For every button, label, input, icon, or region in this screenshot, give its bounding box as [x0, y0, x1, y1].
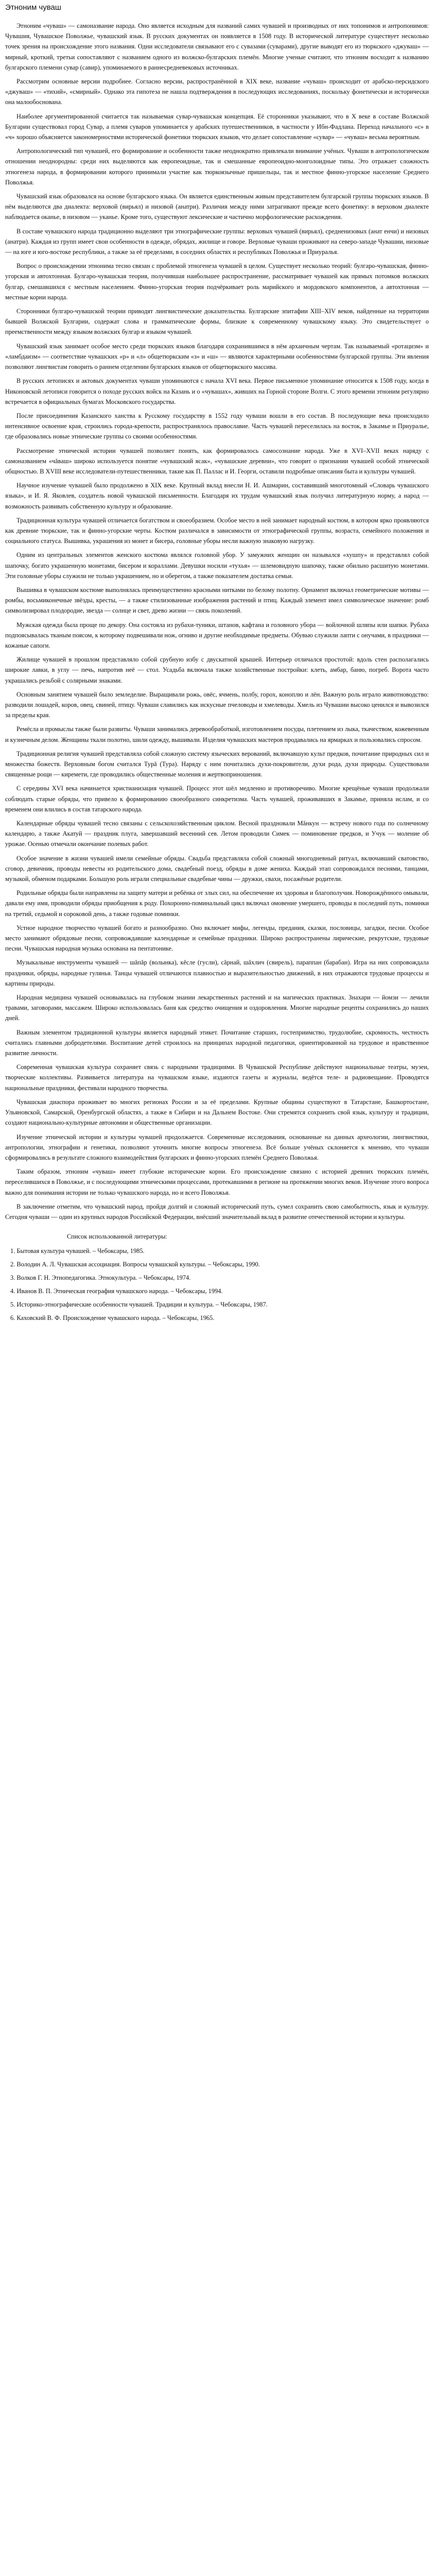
body-paragraph: Рассмотрение этнической истории чувашей позволяет понять, как формировалось самосознание народа. Уже в XVI–XVII веках наряду с самоназванием «чăваш» широко используется понятие «чувашский ясак», «чувашские деревни», что говорит о признании чувашей особой этнической общностью. В XVIII веке исследователи-путешественники, такие как П. Паллас и И. Георги, оставили подробные описания быта и культуры чувашей. — [5, 447, 429, 475]
body-paragraph: Родильные обряды были направлены на защиту матери и ребёнка от злых сил, на обеспечение их здоровья и благополучия. Новорождённого омывали, давали ему имя, проводили обряды приобщения к роду. Похоронно-поминальный цикл включал омовение умершего, проводы в последний путь, поминки на третий, седьмой и сороковой день, а также годовые поминки. — [5, 889, 429, 918]
body-paragraph: Чувашская диаспора проживает во многих регионах России и за её пределами. Крупные общины существуют в Татарстане, Башкортостане, Ульяновской, Самарской, Оренбургской областях, а также в Сибири и на Дальнем Востоке. Они стремятся сохранить свой язык, культуру и традиции, создают национально-культурные автономии и общественные организации. — [5, 1098, 429, 1127]
body-paragraph: Сторонники булгаро-чувашской теории приводят лингвистические доказательства. Булгарские эпитафии XIII–XIV веков, найденные на территории бывшей Волжской Булгарии, содержат слова и грамматические формы, близкие к современному чувашскому языку. Это свидетельствует о преемственности между языком волжских булгар и языком чувашей. — [5, 308, 429, 336]
body-paragraph: Мужская одежда была проще по декору. Она состояла из рубахи-туники, штанов, кафтана и головного убора — войлочной шляпы или шапки. Рубаха подпоясывалась тканым поясом, к которому подвешивали нож, огниво и другие необходимые предметы. Обувью служили лапти с онучами, в праздники — кожаные сапоги. — [5, 621, 429, 649]
body-paragraph: С середины XVI века начинается христианизация чувашей. Процесс этот шёл медленно и противоречиво. Многие крещёные чуваши продолжали соблюдать старые обряды, что привело к формированию своеобразного синкретизма. Часть чувашей, проживавших в Закамье, приняла ислам, и со временем они влились в состав татарского народа. — [5, 785, 429, 813]
reference-item: 2. Володин А. Л. Чувашская ассоциация. Вопросы чувашской культуры. – Чебоксары, 1990. — [10, 1261, 260, 1268]
body-paragraph: Народная медицина чувашей основывалась на глубоком знании лекарственных растений и на магических практиках. Знахари — йомзи — лечили травами, заговорами, массажем. Широко использовалась баня как средство очищения и оздоровления. Многие народные рецепты сохранились до наших дней. — [5, 994, 429, 1022]
body-paragraph: Чувашский язык образовался на основе булгарского языка. Он является единственным живым представителем булгарской группы тюркских языков. В нём выделяются два диалекта: верховой (вирьял) и низовой (анатри). Различия между ними затрагивают прежде всего фонетику: в верховом диалекте наблюдается оканье, в низовом — уканье. Кроме того, существуют лексические и частично морфологические расхождения. — [5, 193, 429, 221]
reference-item: 5. Историко-этнографические особенности чувашей. Традиции и культура. – Чебоксары, 1987. — [10, 1301, 268, 1309]
body-paragraph: В составе чувашского народа традиционно выделяют три этнографические группы: верховых чувашей (вирьял), средненизовых (анат енчи) и низовых (анатри). Каждая из групп имеет свои особенности в одежде, обрядах, жилище и говоре. Верховые чуваши проживают на северо-западе Чувашии, низовые — на юге и юго-востоке республики, а также за её пределами, в соседних областях и республиках Поволжья и Приуралья. — [5, 227, 429, 256]
reference-item: 4. Иванов В. П. Этническая география чувашского народа. – Чебоксары, 1994. — [10, 1287, 223, 1295]
reference-item: 1. Бытовая культура чувашей. – Чебоксары, 1985. — [10, 1247, 145, 1255]
references-list — [5, 1246, 429, 1323]
body-paragraph: Особое значение в жизни чувашей имели семейные обряды. Свадьба представляла собой сложный многодневный ритуал, включавший сватовство, сговор, девичник, проводы невесты из родительского дома, свадебный поезд, обряды в доме жениха. Каждый этап сопровождался песнями, танцами, музыкой, обменом подарками. Большую роль играли специальные свадебные чины — дружки, свахи, посажёные родители. — [5, 854, 429, 883]
body-paragraph: Наиболее аргументированной считается так называемая сувар-чувашская концепция. Её сторонники указывают, что в X веке в составе Волжской Булгарии существовал город Сувар, а племя суваров упоминается у арабских путешественников, в частности у Ибн-Фадлана. Переход начального «с» в «ч» хорошо объясняется закономерностями исторической фонетики тюркских языков, что делает сопоставление «сувар» — «чуваш» весьма вероятным. — [5, 112, 429, 141]
body-paragraph: Научное изучение чувашей было продолжено в XIX веке. Крупный вклад внесли Н. И. Ашмарин, составивший многотомный «Словарь чувашского языка», и И. Я. Яковлев, создатель новой чувашской письменности. Благодаря их трудам чувашский язык получил литературную норму, а народ — возможность развивать собственную культуру и образование. — [5, 482, 429, 510]
body-paragraph: Чувашский язык занимает особое место среди тюркских языков благодаря сохранившимся в нём архаичным чертам. Так называемый «ротацизм» и «ламбдаизм» — соответствие чувашских «р» и «л» общетюркским «з» и «ш» — являются характерными особенностями булгарской группы. Эти явления позволяют лингвистам говорить о раннем отделении булгарских языков от общетюркского массива. — [5, 342, 429, 371]
body-paragraph: Рассмотрим основные версии подробнее. Согласно версии, распространённой в XIX веке, название «чуваш» происходит от арабско-персидского «джуваш» — «тихий», «смирный». Однако эта гипотеза не нашла подтверждения в последующих исследованиях, поскольку фонетически и исторически она малообоснована. — [5, 78, 429, 106]
body-paragraph: Важным элементом традиционной культуры является народный этикет. Почитание старших, гостеприимство, трудолюбие, скромность, честность считались главными добродетелями. Воспитание детей строилось на принципах народной педагогики, ориентированной на трудовое и нравственное развитие личности. — [5, 1028, 429, 1057]
references-heading: Список использованной литературы: — [67, 1233, 167, 1241]
body-paragraph: Традиционная культура чувашей отличается богатством и своеобразием. Особое место в ней занимает народный костюм, в котором ярко проявляются как древние тюркские, так и финно-угорские черты. Костюм различался в зависимости от этнографической группы, возраста, семейного положения и социального статуса. Вышивка, украшения из монет и бисера, головные уборы несли важную знаковую нагрузку. — [5, 516, 429, 545]
body-paragraph: Календарные обряды чувашей тесно связаны с сельскохозяйственным циклом. Весной праздновали Мăнкун — встречу нового года по солнечному календарю, а также Акатуй — праздник плуга, завершавший весенний сев. Летом проводили Симек — поминовение предков, и Учук — моление об урожае. Осенью отмечали окончание полевых работ. — [5, 820, 429, 848]
body-paragraph: В заключение отметим, что чувашский народ, пройдя долгий и сложный исторический путь, сумел сохранить свою самобытность, язык и культуру. Сегодня чуваши — один из крупных народов Российской Федерации, внёсший значительный вклад в развитие отечественной истории и культуры. — [5, 1202, 429, 1221]
body-paragraph: Вопрос о происхождении этнонима тесно связан с проблемой этногенеза чувашей в целом. Существует несколько теорий: булгаро-чувашская, финно-угорская и автохтонная. Булгаро-чувашская теория, получившая наибольшее распространение, рассматривает чувашей как прямых потомков волжских булгар, смешавшихся с местным населением. Финно-угорская теория подчёркивает роль марийского и мордовского компонентов, а автохтонная — местные корни народа. — [5, 262, 429, 301]
body-paragraph: Ремёсла и промыслы также были развиты. Чуваши занимались деревообработкой, изготовлением посуды, плетением из лыка, ткачеством, кожевенным и кузнечным делом. Женщины ткали полотно, шили одежду, вышивали. Изделия чувашских мастеров продавались на ярмарках и пользовались спросом. — [5, 725, 429, 743]
body-paragraph: Жилище чувашей в прошлом представляло собой срубную избу с двускатной крышей. Интерьер отличался простотой: вдоль стен располагались широкие лавки, в углу — печь, напротив неё — стол. Усадьба включала также хозяйственные постройки: клеть, амбар, баню, погреб. Ворота часто украшались резьбой с солярными знаками. — [5, 656, 429, 684]
body-paragraph: В русских летописях и актовых документах чуваши упоминаются с начала XVI века. Первое письменное упоминание относится к 1508 году, когда в Никоновской летописи говорится о походе русских войск на Казань и о «чувашах», живших на Горной стороне Волги. С этого времени этноним регулярно встречается в официальных бумагах Московского государства. — [5, 377, 429, 405]
body-paragraph: Основным занятием чувашей было земледелие. Выращивали рожь, овёс, ячмень, полбу, горох, коноплю и лён. Важную роль играло животноводство: разводили лошадей, коров, овец, свиней, птицу. Чуваши славились как искусные пчеловоды и хмелеводы. Хмель из Чувашии высоко ценился и вывозился за пределы края. — [5, 690, 429, 719]
body-paragraph: Устное народное творчество чувашей богато и разнообразно. Оно включает мифы, легенды, предания, сказки, пословицы, загадки, песни. Особое место занимают обрядовые песни, сопровождавшие календарные и семейные праздники. Широко распространены лирические, рекрутские, трудовые песни. Чувашская народная музыка основана на пентатонике. — [5, 924, 429, 953]
page-title: Этноним чуваш — [5, 3, 61, 12]
body-paragraph: Этноним «чуваш» — самоназвание народа. Оно является исходным для названий самих чувашей и производных от них топонимов и антропонимов: Чувашия, Чувашское Поволжье, чувашский язык. В русских документах он появляется в 1508 году. В исторической литературе существует несколько точек зрения на происхождение этого названия. Одни исследователи связывают его с сувазами (суварами), другие выводят его из тюркского «джуваш» — мирный, кроткий, третьи сопоставляют с названием одного из волжско-булгарских племён. Многие ученые считают, что этноним восходит к названию булгарского племени сувар (савир), упоминаемого в раннесредневековых источниках. — [5, 22, 429, 71]
body-paragraph: Антропологический тип чувашей, его формирование и особенности также неоднократно привлекали внимание учёных. Чуваши в антропологическом отношении неоднородны: среди них выделяются как европеоидные, так и смешанные европеоидно-монголоидные типы. Это отражает сложность этногенеза народа, в формировании которого принимали участие как тюркоязычные пришельцы, так и местное финно-угорское население Среднего Поволжья. — [5, 147, 429, 186]
body-paragraph: Традиционная религия чувашей представляла собой сложную систему языческих верований, включавшую культ предков, почитание природных сил и множества божеств. Верховным богом считался Турă (Тура). Наряду с ним почитались духи-покровители, духи рода, духи природы. Существовали священные рощи — киремети, где проводились общественные моления и жертвоприношения. — [5, 750, 429, 778]
reference-item: 3. Волков Г. Н. Этнопедагогика. Этнокультура. – Чебоксары, 1974. — [10, 1274, 191, 1282]
body-paragraph: Изучение этнической истории и культуры чувашей продолжается. Современные исследования, основанные на данных археологии, лингвистики, антропологии, этнографии и генетики, позволяют уточнить многие вопросы этногенеза. Всё больше учёных склоняется к мнению, что чуваши сформировались в результате сложного взаимодействия булгарских и финно-угорских племён Среднего Поволжья. — [5, 1133, 429, 1161]
body-paragraph: Вышивка в чувашском костюме выполнялась преимущественно красными нитками по белому полотну. Орнамент включал геометрические мотивы — ромбы, восьмиконечные звёзды, кресты, — а также стилизованные изображения растений и птиц. Каждый элемент имел символическое значение: ромб символизировал плодородие, звезда — солнце и свет, древо жизни — связь поколений. — [5, 586, 429, 615]
body-paragraph: Современная чувашская культура сохраняет связь с народными традициями. В Чувашской Республике действуют национальные театры, музеи, творческие коллективы. Развивается литература на чувашском языке, издаются газеты и журналы, ведётся теле- и радиовещание. Проводятся национальные праздники, фестивали народного творчества. — [5, 1063, 429, 1092]
article-body — [5, 21, 429, 1222]
body-paragraph: После присоединения Казанского ханства к Русскому государству в 1552 году чуваши вошли в его состав. В последующие века происходило интенсивное освоение края, строились города-крепости, распространялось православие. Часть чувашей переселилась на восток, в Закамье и Приуралье, где образовались новые этнические группы со своими особенностями. — [5, 412, 429, 440]
reference-item: 6. Каховский В. Ф. Происхождение чувашского народа. – Чебоксары, 1965. — [10, 1314, 215, 1322]
body-paragraph: Таким образом, этноним «чуваш» имеет глубокие исторические корни. Его происхождение связано с историей древних тюркских племён, переселившихся в Поволжье, и с последующими этническими процессами, протекавшими в регионе на протяжении многих веков. Изучение этого вопроса важно для понимания истории не только чувашского народа, но и всего Поволжья. — [5, 1168, 429, 1196]
body-paragraph: Одним из центральных элементов женского костюма являлся головной убор. У замужних женщин он назывался «хушпу» и представлял собой шапочку, богато украшенную монетами, бисером и кораллами. Девушки носили «тухья» — шлемовидную шапочку, также обильно расшитую монетами. Эти головные уборы служили не только украшением, но и оберегом, а также показателем достатка семьи. — [5, 551, 429, 580]
body-paragraph: Музыкальные инструменты чувашей — шăпăр (волынка), кĕсле (гусли), сăрнай, шăхлич (свирель), параппан (барабан). Игра на них сопровождала праздники, обряды, народные гулянья. Танцы чувашей отличаются плавностью и выразительностью движений, в них отражаются трудовые процессы и картины природы. — [5, 959, 429, 987]
